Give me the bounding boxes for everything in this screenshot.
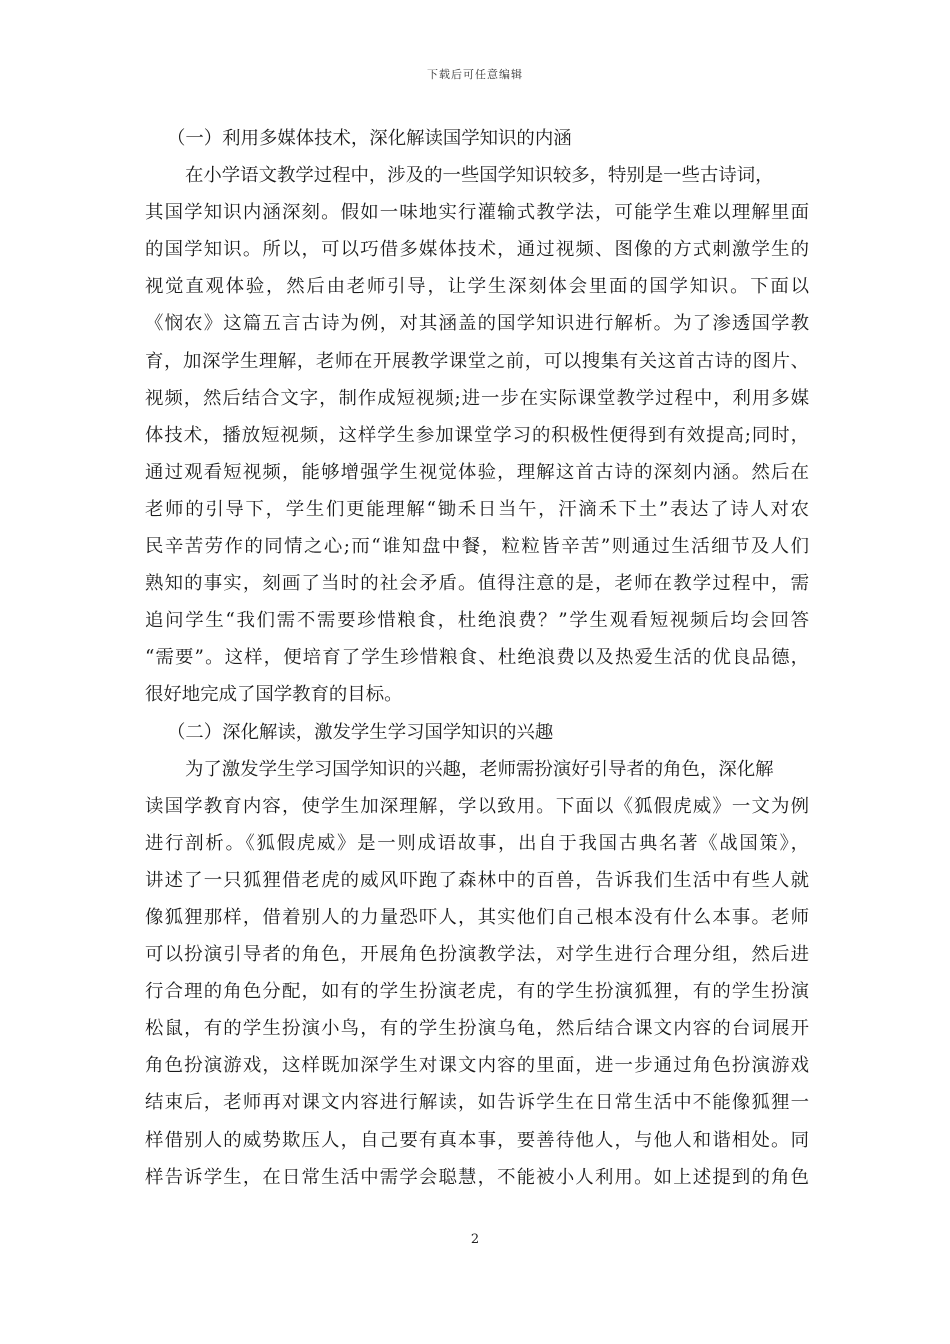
paragraph-line: 松鼠，有的学生扮演小鸟，有的学生扮演乌龟，然后结合课文内容的台词展开 <box>145 1018 809 1040</box>
paragraph-line: 结束后，老师再对课文内容进行解读，如告诉学生在日常生活中不能像狐狸一 <box>145 1092 809 1114</box>
section-heading-2: （二）深化解读，激发学生学习国学知识的兴趣 <box>167 721 554 743</box>
paragraph-line: 视频，然后结合文字，制作成短视频;进一步在实际课堂教学过程中，利用多媒 <box>145 387 809 409</box>
paragraph-line: 角色扮演游戏，这样既加深学生对课文内容的里面，进一步通过角色扮演游戏 <box>145 1055 809 1077</box>
paragraph-line: 视觉直观体验，然后由老师引导，让学生深刻体会里面的国学知识。下面以 <box>145 276 809 298</box>
document-body <box>145 120 809 1196</box>
paragraph-line: 像狐狸那样，借着别人的力量恐吓人，其实他们自己根本没有什么本事。老师 <box>145 906 809 928</box>
paragraph-line: 可以扮演引导者的角色，开展角色扮演教学法，对学生进行合理分组，然后进 <box>145 944 809 966</box>
paragraph-line: 讲述了一只狐狸借老虎的威风吓跑了森林中的百兽，告诉我们生活中有些人就 <box>145 869 809 891</box>
paragraph-line: 很好地完成了国学教育的目标。 <box>145 684 403 706</box>
paragraph-line: 通过观看短视频，能够增强学生视觉体验，理解这首古诗的深刻内涵。然后在 <box>145 461 809 483</box>
section-heading-1: （一）利用多媒体技术，深化解读国学知识的内涵 <box>167 128 572 149</box>
paragraph-line: 民辛苦劳作的同情之心;而“谁知盘中餐，粒粒皆辛苦”则通过生活细节及人们 <box>145 536 809 558</box>
paragraph-line: 样借别人的威势欺压人，自己要有真本事，要善待他人，与他人和谐相处。同 <box>145 1129 809 1151</box>
paragraph-line: 行合理的角色分配，如有的学生扮演老虎，有的学生扮演狐狸，有的学生扮演 <box>145 981 809 1003</box>
page-header-note: 下载后可任意编辑 <box>427 68 523 81</box>
paragraph-line: 进行剖析。《狐假虎威》是一则成语故事，出自于我国古典名著《战国策》， <box>145 832 809 854</box>
paragraph-line: 体技术，播放短视频，这样学生参加课堂学习的积极性便得到有效提高;同时， <box>145 424 809 446</box>
paragraph-line: 老师的引导下，学生们更能理解“锄禾日当午，汗滴禾下土”表达了诗人对农 <box>145 498 809 520</box>
paragraph-line: 其国学知识内涵深刻。假如一味地实行灌输式教学法，可能学生难以理解里面 <box>145 202 809 224</box>
paragraph-line: 读国学教育内容，使学生加深理解，学以致用。下面以《狐假虎威》一文为例 <box>145 795 809 817</box>
paragraph-line: 样告诉学生，在日常生活中需学会聪慧，不能被小人利用。如上述提到的角色 <box>145 1166 809 1188</box>
paragraph-line: 在小学语文教学过程中，涉及的一些国学知识较多，特别是一些古诗词， <box>185 165 774 187</box>
paragraph-line: 《悯农》这篇五言古诗为例，对其涵盖的国学知识进行解析。为了渗透国学教 <box>145 313 809 335</box>
paragraph-line: 熟知的事实，刻画了当时的社会矛盾。值得注意的是，老师在教学过程中，需 <box>145 573 809 595</box>
paragraph-line: 的国学知识。所以，可以巧借多媒体技术，通过视频、图像的方式刺激学生的 <box>145 239 809 261</box>
page-number: 2 <box>470 1232 480 1247</box>
paragraph-line: 为了激发学生学习国学知识的兴趣，老师需扮演好引导者的角色，深化解 <box>185 758 774 780</box>
paragraph-line: “需要”。这样，便培育了学生珍惜粮食、杜绝浪费以及热爱生活的优良品德， <box>145 647 809 669</box>
paragraph-line: 育，加深学生理解，老师在开展教学课堂之前，可以搜集有关这首古诗的图片、 <box>145 350 809 372</box>
paragraph-line: 追问学生“我们需不需要珍惜粮食，杜绝浪费？”学生观看短视频后均会回答 <box>145 610 809 632</box>
